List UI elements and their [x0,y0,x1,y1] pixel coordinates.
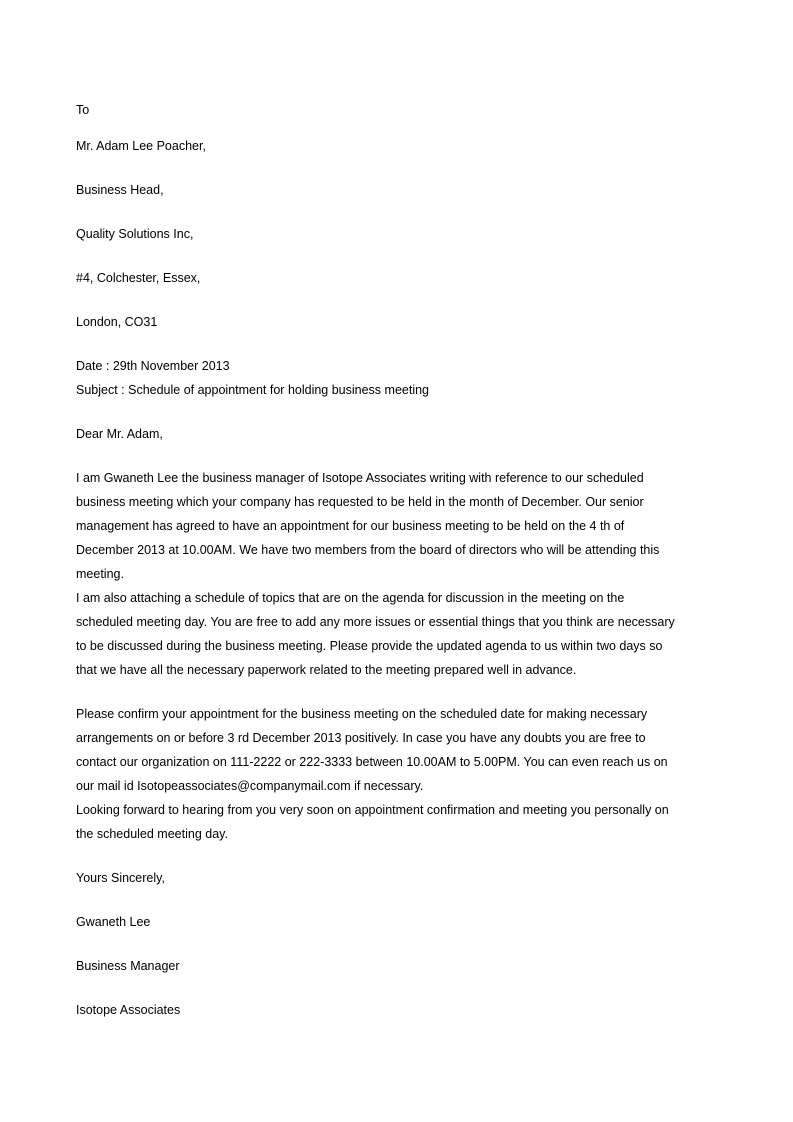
body-line: Looking forward to hearing from you very soon on appointment confirmation and meeting you personally on [76,803,669,817]
body-line: the scheduled meeting day. [76,827,228,841]
letter-subject: Subject : Schedule of appointment for holding business meeting [76,383,430,397]
body-line: business meeting which your company has requested to be held in the month of December. Our senior [76,495,644,509]
signature-company: Isotope Associates [76,1003,181,1017]
salutation: Dear Mr. Adam, [76,427,163,441]
closing: Yours Sincerely, [76,871,165,885]
recipient-title: Business Head, [76,183,164,197]
recipient-address-line2: London, CO31 [76,315,158,329]
body-paragraph-2 [76,702,708,846]
body-line: to be discussed during the business meeting. Please provide the updated agenda to us within two days so [76,639,663,653]
recipient-company: Quality Solutions Inc, [76,227,194,241]
recipient-address-line1: #4, Colchester, Essex, [76,271,201,285]
body-line: arrangements on or before 3 rd December 2013 positively. In case you have any doubts you are free to [76,731,646,745]
body-line: December 2013 at 10.00AM. We have two members from the board of directors who will be attending this [76,543,660,557]
body-line: Please confirm your appointment for the business meeting on the scheduled date for making necessary [76,707,648,721]
letter-date: Date : 29th November 2013 [76,359,230,373]
body-line: management has agreed to have an appointment for our business meeting to be held on the 4 th of [76,519,625,533]
body-line: meeting. [76,567,124,581]
signature-title: Business Manager [76,959,180,973]
body-line: I am also attaching a schedule of topics that are on the agenda for discussion in the meeting on the [76,591,625,605]
body-line: our mail id Isotopeassociates@companymail.com if necessary. [76,779,424,793]
body-line: that we have all the necessary paperwork related to the meeting prepared well in advance. [76,663,577,677]
body-line: I am Gwaneth Lee the business manager of Isotope Associates writing with reference to our scheduled [76,471,644,485]
body-paragraph-1 [76,466,708,682]
signature-name: Gwaneth Lee [76,915,151,929]
recipient-name: Mr. Adam Lee Poacher, [76,139,206,153]
to-label: To [76,103,90,117]
body-line: contact our organization on 111-2222 or 222-3333 between 10.00AM to 5.00PM. You can even reach us on [76,755,668,769]
body-line: scheduled meeting day. You are free to add any more issues or essential things that you think are necessary [76,615,675,629]
